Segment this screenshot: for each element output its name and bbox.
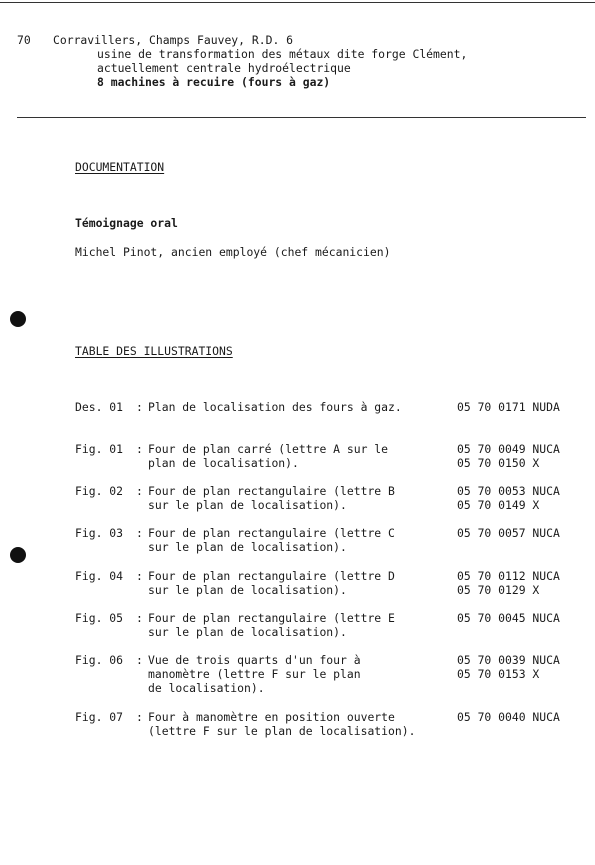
illustration-references (457, 611, 560, 625)
illustration-separator: : (136, 611, 143, 625)
illustrations-heading: TABLE DES ILLUSTRATIONS (75, 344, 233, 358)
illustration-separator: : (136, 400, 143, 414)
illustration-references (457, 400, 560, 414)
illustration-references (457, 569, 560, 597)
reference-number: 05 70 0045 NUCA (457, 611, 560, 625)
punch-hole (10, 311, 26, 327)
illustration-separator: : (136, 484, 143, 498)
description-line: de localisation). (148, 681, 265, 695)
reference-number: 05 70 0153 X (457, 667, 540, 681)
illustration-label: Fig. 05 (75, 611, 124, 625)
illustration-description (148, 484, 395, 512)
description-line: Plan de localisation des fours à gaz. (148, 400, 402, 414)
illustration-label: Fig. 02 (75, 484, 124, 498)
current-use-line: actuellement centrale hydroélectrique (97, 61, 351, 75)
description-line: sur le plan de localisation). (148, 625, 347, 639)
description-line: sur le plan de localisation). (148, 540, 347, 554)
header-rule (17, 117, 586, 118)
reference-number: 05 70 0040 NUCA (457, 710, 560, 724)
illustration-separator: : (136, 653, 143, 667)
illustration-description (148, 526, 395, 554)
top-rule (0, 2, 595, 3)
oral-testimony-text: Michel Pinot, ancien employé (chef mécanicien) (75, 245, 391, 259)
description-line: Vue de trois quarts d'un four à (148, 653, 361, 667)
illustration-label: Fig. 01 (75, 442, 124, 456)
illustration-separator: : (136, 526, 143, 540)
illustration-label: Fig. 07 (75, 710, 124, 724)
description-line: sur le plan de localisation). (148, 498, 347, 512)
illustration-separator: : (136, 710, 143, 724)
building-line: usine de transformation des métaux dite forge Clément, (97, 47, 468, 61)
illustration-separator: : (136, 442, 143, 456)
illustration-references (457, 653, 560, 681)
object-title: 8 machines à recuire (fours à gaz) (97, 75, 331, 89)
illustration-description (148, 569, 395, 597)
illustration-description (148, 710, 415, 738)
description-line: sur le plan de localisation). (148, 583, 347, 597)
punch-hole (10, 547, 26, 563)
illustration-label: Des. 01 (75, 400, 124, 414)
record-number: 70 (17, 33, 31, 47)
reference-number: 05 70 0149 X (457, 498, 540, 512)
location-line: Corravillers, Champs Fauvey, R.D. 6 (53, 33, 294, 47)
illustration-label: Fig. 06 (75, 653, 124, 667)
description-line: Four de plan rectangulaire (lettre E (148, 611, 395, 625)
illustration-references (457, 710, 560, 724)
reference-number: 05 70 0039 NUCA (457, 653, 560, 667)
illustration-separator: : (136, 569, 143, 583)
illustration-description (148, 442, 388, 470)
illustration-references (457, 442, 560, 470)
illustration-description (148, 400, 402, 414)
illustration-references (457, 526, 560, 540)
illustration-label: Fig. 04 (75, 569, 124, 583)
reference-number: 05 70 0053 NUCA (457, 484, 560, 498)
illustration-description (148, 653, 361, 695)
reference-number: 05 70 0057 NUCA (457, 526, 560, 540)
description-line: manomètre (lettre F sur le plan (148, 667, 361, 681)
illustration-description (148, 611, 395, 639)
reference-number: 05 70 0171 NUDA (457, 400, 560, 414)
description-line: Four de plan rectangulaire (lettre C (148, 526, 395, 540)
reference-number: 05 70 0129 X (457, 583, 540, 597)
oral-testimony-heading: Témoignage oral (75, 216, 178, 230)
reference-number: 05 70 0112 NUCA (457, 569, 560, 583)
reference-number: 05 70 0150 X (457, 456, 540, 470)
description-line: plan de localisation). (148, 456, 299, 470)
reference-number: 05 70 0049 NUCA (457, 442, 560, 456)
description-line: Four de plan rectangulaire (lettre B (148, 484, 395, 498)
illustration-label: Fig. 03 (75, 526, 124, 540)
documentation-heading: DOCUMENTATION (75, 160, 165, 174)
description-line: Four de plan carré (lettre A sur le (148, 442, 389, 456)
description-line: Four de plan rectangulaire (lettre D (148, 569, 395, 583)
description-line: Four à manomètre en position ouverte (148, 710, 395, 724)
illustration-references (457, 484, 560, 512)
description-line: (lettre F sur le plan de localisation). (148, 724, 416, 738)
